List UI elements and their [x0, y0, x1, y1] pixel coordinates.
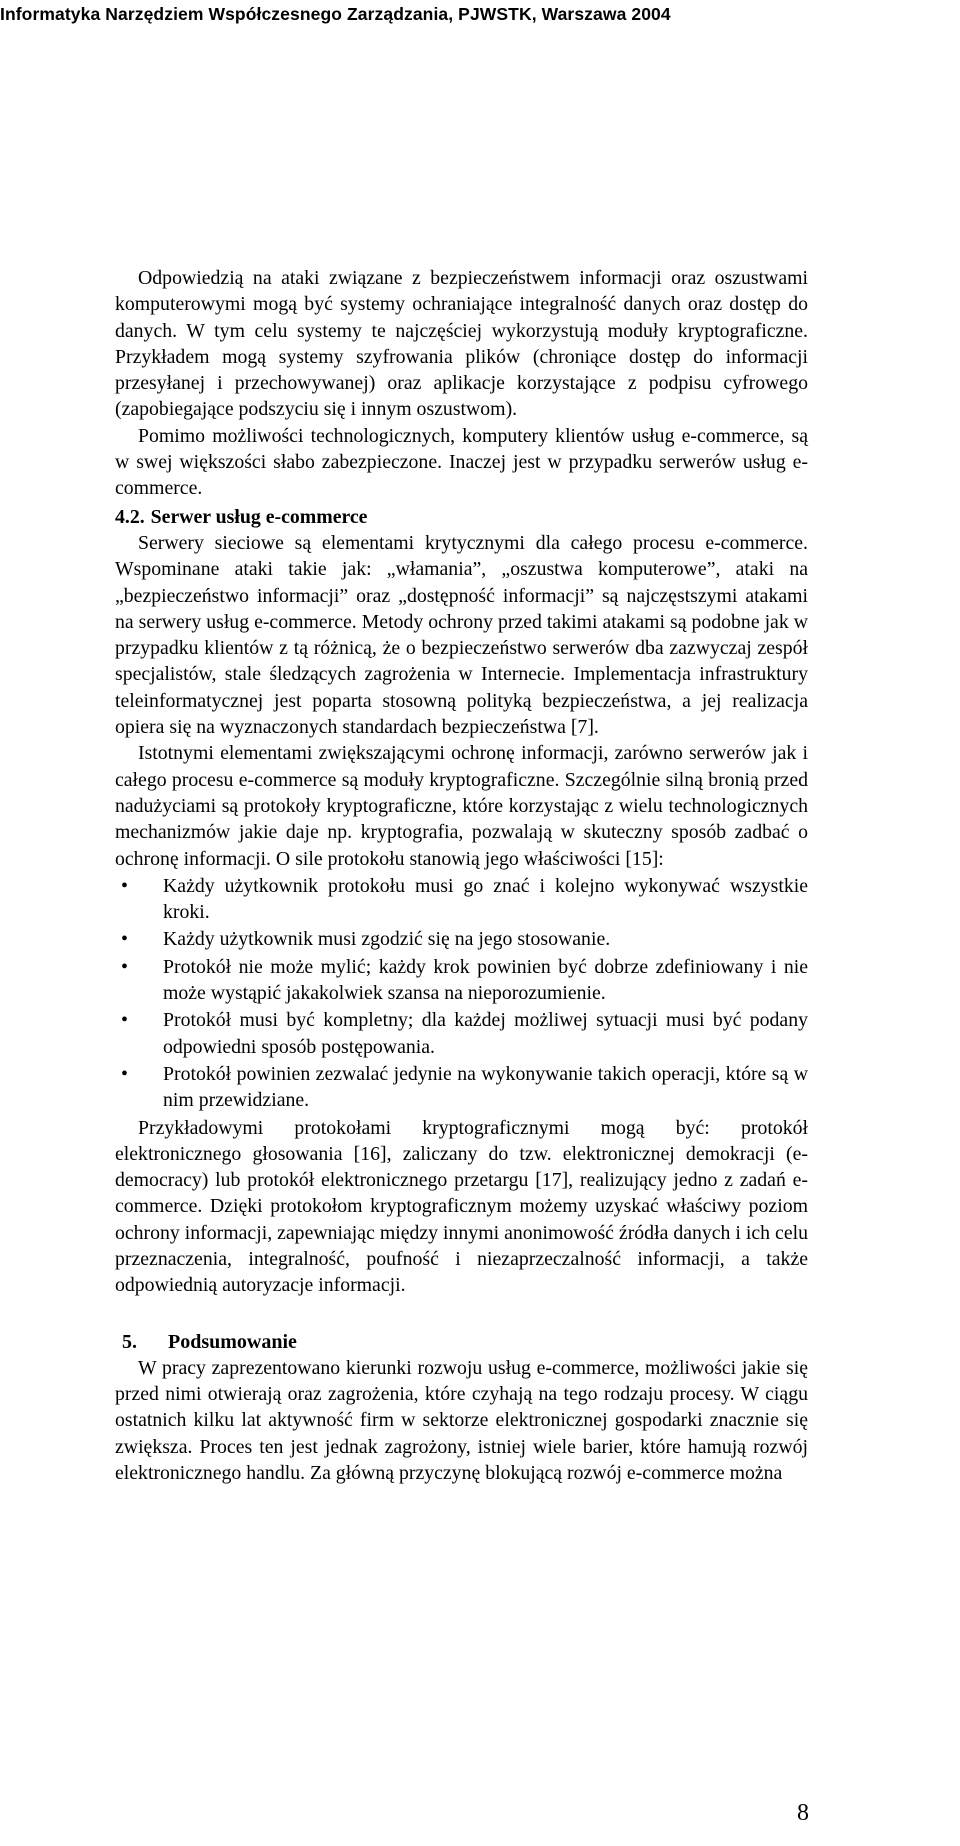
section-title: Podsumowanie [168, 1330, 297, 1353]
page-number: 8 [797, 1800, 809, 1826]
bullet-icon: • [121, 1009, 128, 1032]
paragraph-5: Przykładowymi protokołami kryptograficznymi mogą być: protokół elektronicznego głosowania [16], zaliczany do tzw. elektronicznej demokracji (e-democracy) lub protokół elektronicznego przetargu [17], realizujący jedno z zadań e-commerce. Dzięki protokołom kryptograficznym możemy uzyskać właściwy poziom ochrony informacji, zapewniając między innymi anonimowość źródła danych i ich celu przeznaczenia, integralność, poufność i niezaprzeczalność informacji, a także odpowiednią autoryzacje informacji. [115, 1116, 808, 1297]
list-item-text: Protokół musi być kompletny; dla każdej możliwej sytuacji musi być podany odpowiedni sposób postępowania. [163, 1009, 808, 1058]
list-item [115, 873, 808, 926]
list-item-text: Protokół powinien zezwalać jedynie na wykonywanie takich operacji, które są w nim przewidziane. [163, 1062, 808, 1112]
bullet-icon: • [121, 928, 128, 951]
paragraph-6: W pracy zaprezentowano kierunki rozwoju usług e-commerce, możliwości jakie się przed nimi otwierają oraz zagrożenia, które czyhają na tego rodzaju procesy. W ciągu ostatnich kilku lat aktywność firm w sektorze elektronicznej gospodarki znacznie się zwiększa. Proces ten jest jednak zagrożony, istniej wiele barier, które hamują rozwój elektronicznego handlu. Za główną przyczynę blokującą rozwój e-commerce można [115, 1356, 808, 1485]
list-item-text: Protokół nie może mylić; każdy krok powinien być dobrze zdefiniowany i nie może wystąpić jakakolwiek szansa na nieporozumienie. [163, 955, 808, 1005]
bullet-icon: • [121, 1062, 128, 1085]
running-head: Informatyka Narzędziem Współczesnego Zarządzania, PJWSTK, Warszawa 2004 [0, 4, 671, 24]
list-item [115, 1007, 808, 1060]
section-number: 4.2. [115, 505, 145, 528]
list-item [115, 926, 808, 952]
paragraph-4: Istotnymi elementami zwiększającymi ochronę informacji, zarówno serwerów jak i całego procesu e-commerce są moduły kryptograficzne. Szczególnie silną bronią przed nadużyciami są protokoły kryptograficzne, które korzystając z wielu technologicznych mechanizmów jakie daje np. kryptografia, pozwalają w skuteczny sposób zadbać o ochronę informacji. O sile protokołu stanowią jego właściwości [15]: [115, 742, 808, 870]
paragraph-1: Odpowiedzią na ataki związane z bezpieczeństwem informacji oraz oszustwami komputerowymi mogą być systemy ochraniające integralność danych oraz dostęp do danych. W tym celu systemy te najczęściej wykorzystują moduły kryptograficzne. Przykładem mogą systemy szyfrowania plików (chroniące dostęp do informacji przesyłanej i przechowywanej) oraz aplikacje korzystające z podpisu cyfrowego (zapobiegające podszyciu się i innym oszustwom). [115, 267, 808, 421]
page-body [115, 265, 808, 1486]
paragraph-2: Pomimo możliwości technologicznych, komputery klientów usług e-commerce, są w swej większości słabo zabezpieczone. Inaczej jest w przypadku serwerów usług e-commerce. [115, 424, 808, 500]
section-title: Serwer usług e-commerce [150, 505, 368, 528]
list-item [115, 954, 808, 1007]
bullet-icon: • [121, 955, 128, 978]
list-item-text: Każdy użytkownik musi zgodzić się na jego stosowanie. [163, 928, 611, 951]
section-number: 5. [122, 1330, 137, 1353]
bullet-icon: • [121, 874, 128, 897]
section-heading-4-2 [115, 504, 808, 530]
list-item [115, 1061, 808, 1114]
paragraph-3: Serwery sieciowe są elementami krytycznymi dla całego procesu e-commerce. Wspominane ataki takie jak: „włamania”, „oszustwa komputerowe”, ataki na „bezpieczeństwo informacji” oraz „dostępność informacji” są najczęstszymi atakami na serwery usług e-commerce. Metody ochrony przed takimi atakami są podobne jak w przypadku klientów z tą różnicą, że o bezpieczeństwo serwerów dba zazwyczaj zespół specjalistów, stale śledzących zagrożenia w Internecie. Implementacja infrastruktury teleinformatycznej jest poparta stosowną polityką bezpieczeństwa, a jej realizacja opiera się na wyznaczonych standardach bezpieczeństwa [7]. [115, 531, 808, 739]
list-item-text: Każdy użytkownik protokołu musi go znać i kolejno wykonywać wszystkie kroki. [163, 874, 808, 924]
section-heading-5 [115, 1329, 808, 1355]
protocol-properties-list [115, 873, 808, 1114]
